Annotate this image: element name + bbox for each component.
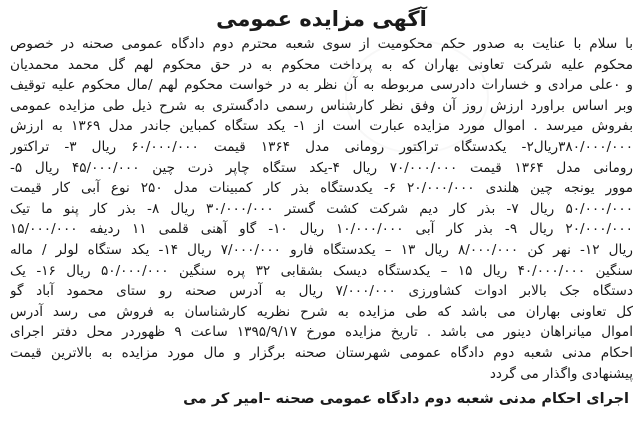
notice-line: سنگین ۴۰/۰۰۰/۰۰۰ ریال ۱۵ – یکدستگاه دیسک بشقابی ۳۲ پره سنگین ۵۰/۰۰۰/۰۰۰ ریال ۱۶- یک [10, 262, 633, 279]
notice-line: دستگاه جک بالابر ادوات کشاورزی ۷/۰۰۰/۰۰۰ ریال به آدرس صحنه رو ستای محمود آباد گو [10, 283, 633, 300]
notice-line: رومانی مدل ۱۳۶۴ قیمت ۷۰/۰۰۰/۰۰۰ ریال ۴-یکد ستگاه چاپر ذرت چین ۴۵/۰۰۰/۰۰۰ ریال ۵- [10, 159, 633, 176]
notice-line: ۵۰/۰۰۰/۰۰۰ ریال ۷- بذر کار دیم شرکت کشت گستر ۳۰/۰۰۰/۰۰۰ ریال ۸- بذر کار پنو ما تیک [10, 200, 633, 217]
notice-line: وبر اساس براورد ارزش روز آن وفق نظر کارشناس رسمی دادگستری به شرح ذیل طی مزایده عمومی [10, 97, 633, 114]
notice-line: ۲۰/۰۰۰/۰۰۰ ریال ۹- بذر کار آبی ۱۰/۰۰۰/۰۰۰ ریال ۱۰- گاو آهنی قلمی ۱۱ ردیفه ۱۵/۰۰۰/۰۰۰ [10, 221, 633, 238]
notice-line: کل تعاونی بهاران می باشد که طی مزایده به شرح نظریه کارشناسان به فروش می رسد آدرس [10, 303, 633, 320]
notice-line: احکام مدنی شعبه دوم دادگاه عمومی شهرستان صحنه برگزار و مال مورد مزایده به بالاترین قیمت [10, 344, 633, 361]
notice-line: بفروش میرسد . اموال مورد مزایده عبارت است از ۱- یکد ستگاه کمباین جاندر مدل ۱۳۶۹ به ارزش [10, 118, 633, 135]
notice-line: ریال ۱۲- نهر کن ۸/۰۰۰/۰۰۰ ریال ۱۳ – یکدستگاه فارو ۷/۰۰۰/۰۰۰ ریال ۱۴- یکد ستگاه لولر / ماله [10, 241, 633, 258]
notice-line: محکوم علیه شرکت تعاونی بهاران که به پرداخت محکوم به در حق محکوم لهم گل محمد محمدیان [10, 56, 633, 73]
notice-line: و ۰علی مرادی و خسارات دادرسی مربوطه به آن نظر به در خواست محکوم لهم /مال محکوم علیه توقیف [10, 77, 633, 94]
notice-line: ۳۸۰/۰۰۰/۰۰۰ریال۲- یکدستگاه تراکتور رومانی مدل ۱۳۶۴ قیمت ۶۰/۰۰۰/۰۰۰ ریال ۳- تراکتور [10, 138, 633, 155]
notice-line: موور یونجه چین هلندی ۲۰/۰۰۰/۰۰۰ ۶- یکدستگاه بذر کار کمبینات مدل ۲۵۰ نوع آبی کار قیمت [10, 180, 633, 197]
notice-line: با سلام با عنایت به صدور حکم محکومیت از سوی شعبه محترم دوم دادگاه عمومی صحنه در خصوص [10, 36, 633, 52]
notice-signature: اجرای احکام مدنی شعبه دوم دادگاه عمومی صحنه –امیر کر می [183, 391, 629, 408]
notice-line-last: پیشنهادی واگذار می گردد [489, 365, 633, 382]
notice-line: اموال میانراهان دینور می باشد . تاریخ مزایده مورخ ۱۳۹۵/۹/۱۷ ساعت ۹ ظهوردر محل دفتر اجرای [10, 324, 633, 341]
notice-title: آگهی مزایده عمومی [216, 7, 427, 31]
